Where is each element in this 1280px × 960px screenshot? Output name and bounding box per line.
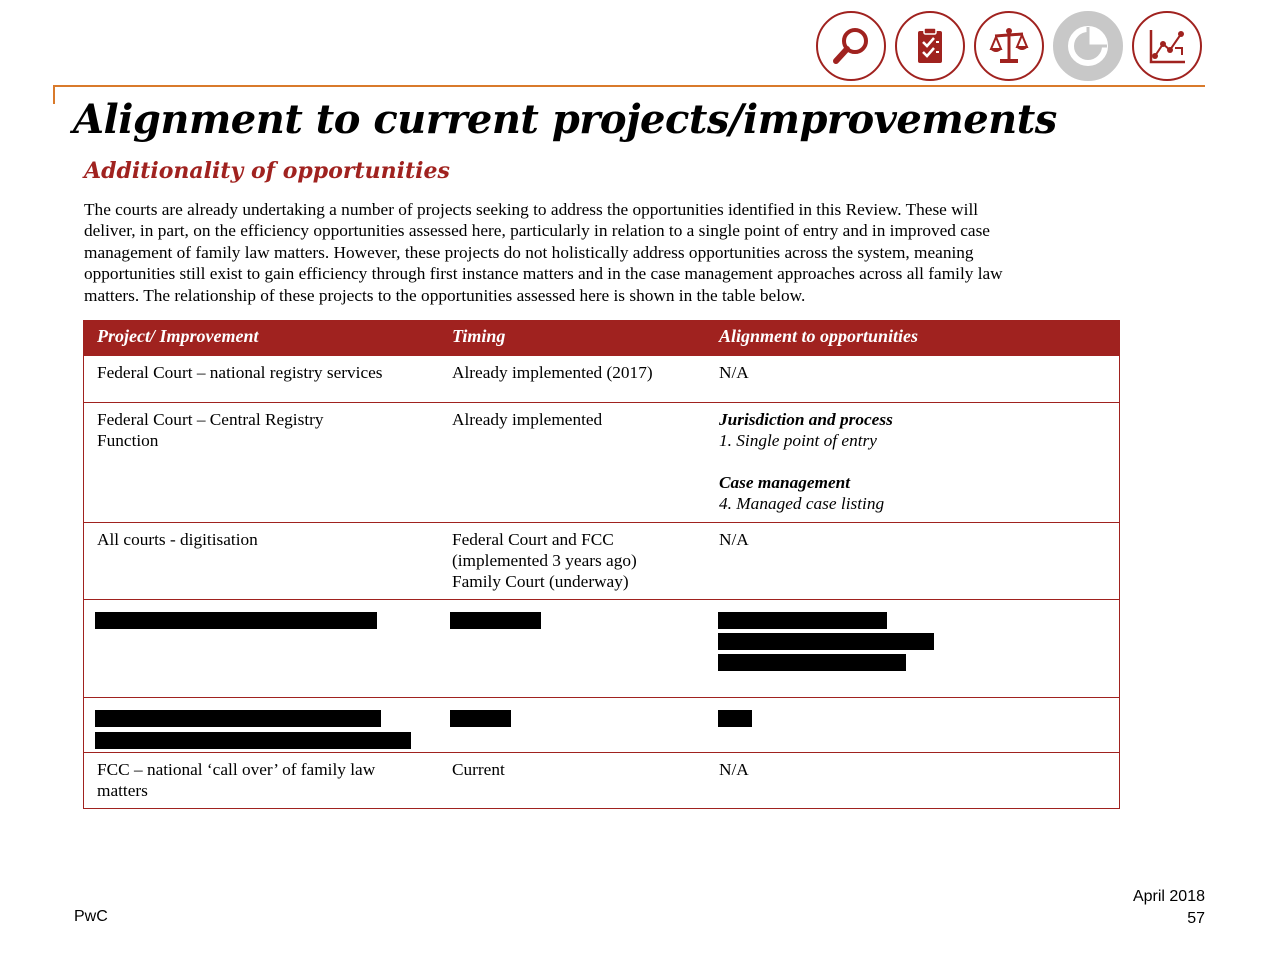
timing-cell (452, 409, 707, 430)
alignment-item: 4. Managed case listing (719, 494, 885, 513)
spacer (719, 451, 1109, 472)
table-row (84, 752, 1119, 808)
alignment-cell (719, 409, 1109, 514)
table-row (84, 402, 1119, 522)
alignment-text: N/A (719, 530, 749, 549)
intro-line: matters. The relationship of these projects to the opportunities assessed here is shown in the table below. (84, 285, 806, 305)
pie-chart-icon (1053, 11, 1123, 81)
project-cell (97, 529, 442, 550)
header-icon-bar (816, 11, 1208, 85)
footer-info (1133, 886, 1205, 930)
table-row (84, 522, 1119, 599)
timing-cell (452, 759, 707, 780)
timing-text: Already implemented (452, 410, 603, 429)
intro-paragraph (84, 199, 1129, 306)
scales-icon (974, 11, 1044, 81)
project-cell (97, 409, 442, 451)
project-text: All courts - digitisation (97, 530, 258, 549)
timing-cell (452, 529, 707, 592)
redaction-bar (718, 654, 906, 671)
timing-text: (implemented 3 years ago) (452, 551, 637, 570)
redacted-table-row (84, 599, 1119, 697)
project-cell (97, 362, 442, 383)
column-header-timing: Timing (452, 326, 506, 346)
redaction-bar (450, 612, 541, 629)
redacted-table-row (84, 697, 1119, 752)
project-text: Federal Court – Central Registry (97, 410, 324, 429)
project-text: Function (97, 431, 159, 450)
projects-table (83, 320, 1120, 809)
timing-text: Current (452, 760, 505, 779)
intro-line: The courts are already undertaking a number of projects seeking to address the opportunities identified in this Review. These will (84, 200, 979, 219)
alignment-cell (719, 759, 1109, 780)
footer-brand: PwC (74, 908, 108, 925)
table-header-row (84, 320, 1119, 356)
header-divider-corner (53, 85, 55, 104)
redaction-bar (450, 710, 511, 727)
page-title: Alignment to current projects/improvements (73, 96, 1057, 143)
redaction-bar (718, 633, 934, 650)
alignment-cell (719, 362, 1109, 383)
column-header-alignment: Alignment to opportunities (719, 326, 919, 346)
redaction-bar (95, 710, 381, 727)
header-divider (53, 85, 1205, 87)
alignment-item: 1. Single point of entry (719, 431, 877, 450)
column-header-project: Project/ Improvement (97, 326, 259, 346)
timing-text: Federal Court and FCC (452, 530, 614, 549)
footer-date: April 2018 (1132, 888, 1205, 905)
project-cell (97, 759, 442, 801)
alignment-heading: Case management (719, 473, 851, 492)
project-text: FCC – national ‘call over’ of family law (97, 760, 376, 779)
project-text: matters (97, 781, 148, 800)
page-number: 57 (1187, 910, 1205, 927)
timing-text: Family Court (underway) (452, 572, 629, 591)
intro-line: opportunities still exist to gain efficiency through first instance matters and in the case management approaches across all family law (84, 264, 1003, 284)
alignment-text: N/A (719, 363, 749, 382)
clipboard-checklist-icon (895, 11, 965, 81)
alignment-text: N/A (719, 760, 749, 779)
timing-cell (452, 362, 707, 383)
timing-text: Already implemented (2017) (452, 363, 653, 382)
project-text: Federal Court – national registry services (97, 363, 383, 382)
table-row (84, 356, 1119, 402)
intro-line: deliver, in part, on the efficiency opportunities assessed here, particularly in relation to a single point of entry and in improved case (84, 221, 990, 241)
intro-line: management of family law matters. However, these projects do not holistically address opportunities across the system, meaning (84, 242, 974, 262)
line-chart-icon (1132, 11, 1202, 81)
search-icon (816, 11, 886, 81)
redaction-bar (95, 612, 377, 629)
alignment-cell (719, 529, 1109, 550)
page-subtitle: Additionality of opportunities (84, 158, 450, 184)
alignment-heading: Jurisdiction and process (719, 410, 893, 429)
redaction-bar (718, 612, 887, 629)
redaction-bar (95, 732, 411, 749)
redaction-bar (718, 710, 752, 727)
